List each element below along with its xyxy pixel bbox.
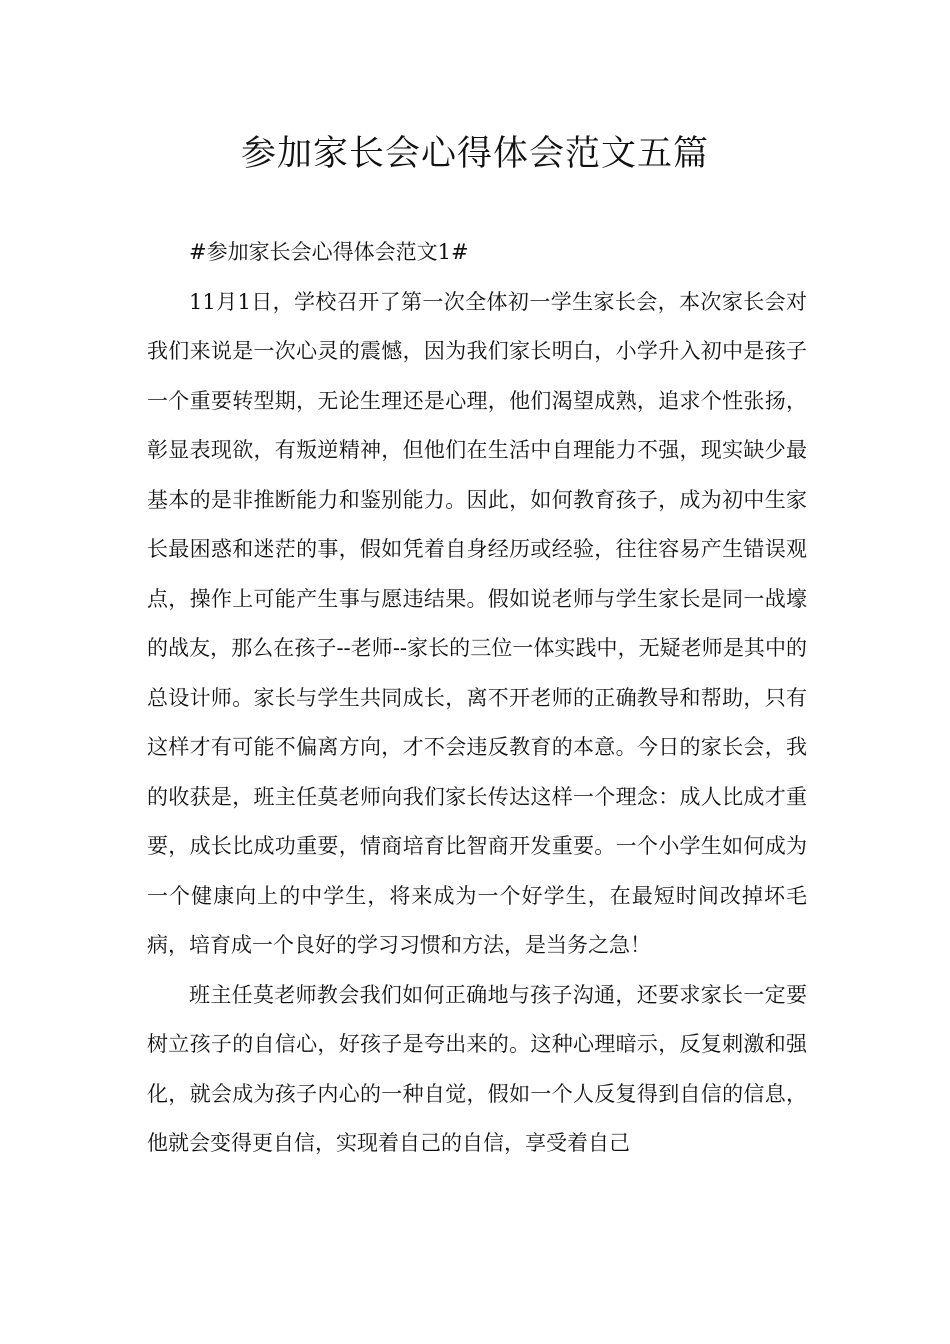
paragraph-1: 11月1日，学校召开了第一次全体初一学生家长会，本次家长会对我们来说是一次心灵的震憾，因为我们家长明白，小学升入初中是孩子一个重要转型期，无论生理还是心理，他们渴望成熟，追求个性张扬，彰显表现欲，有叛逆精神，但他们在生活中自理能力不强，现实缺少最基本的是非推断能力和鉴别能力。因此，如何教育孩子，成为初中生家长最困惑和迷茫的事，假如凭着自身经历或经验，往往容易产生错误观点，操作上可能产生事与愿违结果。假如说老师与学生家长是同一战壕的战友，那么在孩子--老师--家长的三位一体实践中，无疑老师是其中的总设计师。家长与学生共同成长，离不开老师的正确教导和帮助，只有这样才有可能不偏离方向，才不会违反教育的本意。今日的家长会，我的收获是，班主任莫老师向我们家长传达这样一个理念：成人比成才重要，成长比成功重要，情商培育比智商开发重要。一个小学生如何成为一个健康向上的中学生，将来成为一个好学生，在最短时间改掉坏毛病，培育成一个良好的学习习惯和方法，是当务之急！ [147, 289, 807, 957]
document-body [147, 228, 807, 1169]
section-heading: #参加家长会心得体会范文1# [189, 240, 469, 264]
document-title: 参加家长会心得体会范文五篇 [240, 134, 709, 174]
paragraph-2: 班主任莫老师教会我们如何正确地与孩子沟通，还要求家长一定要树立孩子的自信心，好孩子是夸出来的。这种心理暗示，反复刺激和强化，就会成为孩子内心的一种自觉，假如一个人反复得到自信的信息，他就会变得更自信，实现着自己的自信，享受着自己 [147, 982, 807, 1155]
